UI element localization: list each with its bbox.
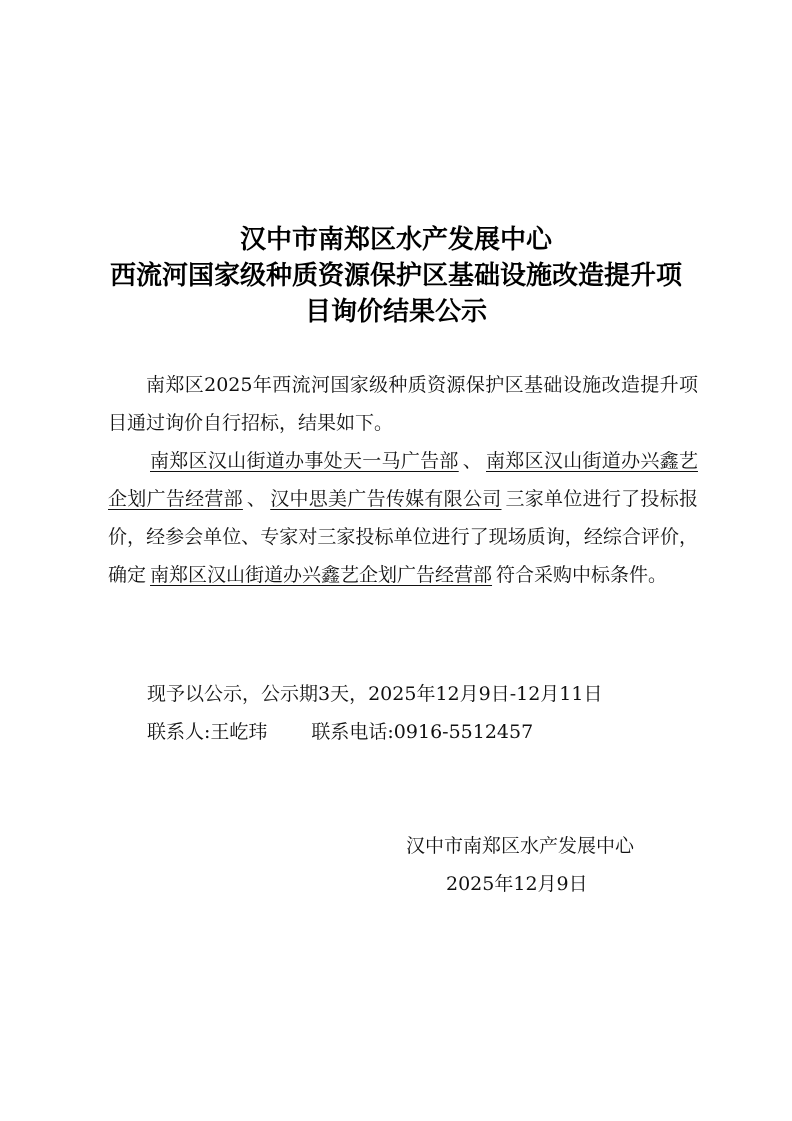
title-line-3: 目询价结果公示: [304, 297, 487, 327]
separator-2: 、: [246, 488, 267, 510]
result-paragraph: [108, 442, 698, 594]
signature-organization: 汉中市南郑区水产发展中心: [406, 835, 635, 857]
title-line-1: 汉中市南郑区水产发展中心: [239, 225, 552, 255]
bidder-3: 汉中思美广告传媒有限公司: [270, 488, 502, 510]
bidder-2: 南郑区汉山街道办兴鑫艺企划广告经营部: [108, 450, 698, 510]
signature-date: 2025年12月9日: [446, 873, 588, 895]
winning-bidder: 南郑区汉山街道办兴鑫艺企划广告经营部: [150, 564, 493, 586]
result-text-1: 三家单位进行了投标报价，经参会单位、专家对三家投标单位进行了现场质询，经综合评价，确定: [108, 488, 698, 586]
contact-line: [147, 713, 533, 751]
intro-paragraph: 南郑区2025年西流河国家级种质资源保护区基础设施改造提升项目通过询价自行招标，结果如下。: [108, 374, 698, 434]
publicity-notice: 现予以公示，公示期3天，2025年12月9日-12月11日: [147, 683, 603, 705]
bidder-1: 南郑区汉山街道办事处天一马广告部: [150, 450, 459, 472]
separator-1: 、: [462, 450, 483, 472]
title-line-2: 西流河国家级种质资源保护区基础设施改造提升项: [109, 261, 682, 291]
contact-phone: 联系电话:0916-5512457: [311, 721, 534, 743]
result-text-2: 符合采购中标条件。: [496, 564, 668, 586]
contact-person: 联系人:王屹玮: [147, 721, 268, 743]
